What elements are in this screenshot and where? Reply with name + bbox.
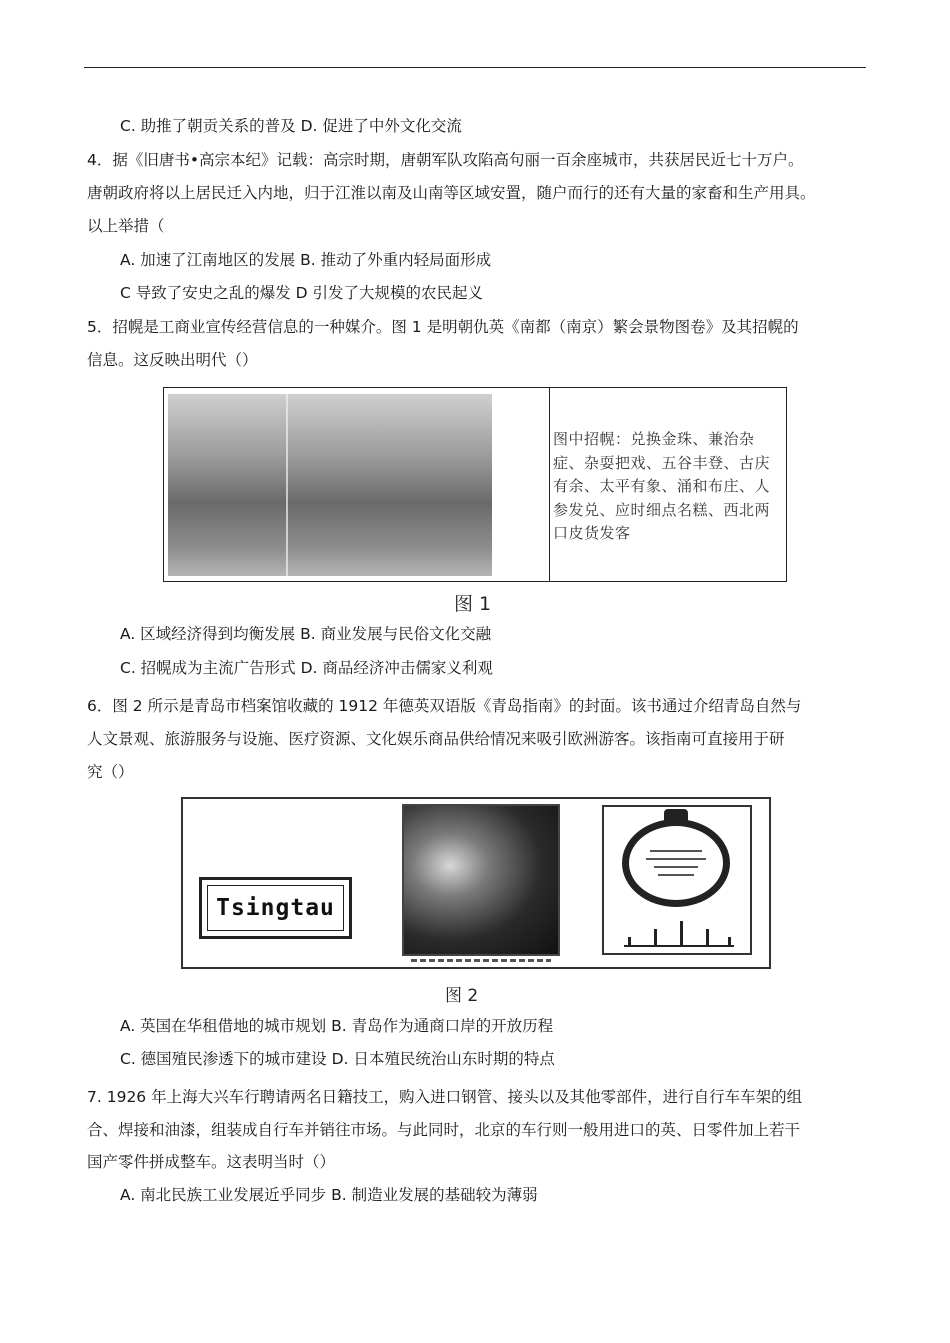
q6-options-ab: A. 英国在华租借地的城市规划 B. 青岛作为通商口岸的开放历程 [120,1017,554,1035]
q6-stem-line3: 究（） [87,763,134,781]
q4-stem-line1: 4．据《旧唐书•高宗本纪》记载：高宗时期，唐朝军队攻陷高句丽一百余座城市，共获居民近七十万户。 [87,151,804,169]
figure-2-caption: 图 2 [445,986,479,1006]
q5-stem-line2: 信息。这反映出明代（） [87,351,258,369]
q7-options-ab: A. 南北民族工业发展近乎同步 B. 制造业发展的基础较为薄弱 [120,1186,538,1204]
figure-1 [163,387,787,582]
wreath-emblem [602,805,752,955]
q6-stem-line2: 人文景观、旅游服务与设施、医疗资源、文化娱乐商品供给情况来吸引欧洲游客。该指南可直接用于研 [87,730,785,748]
q3-options-cd: C. 助推了朝贡关系的普及 D. 促进了中外文化交流 [120,117,462,135]
figure-2 [181,797,771,969]
painting-image [168,394,492,576]
q4-stem-line3: 以上举措（ [87,217,165,235]
landscape-photo [402,804,560,956]
figure-1-caption: 图 1 [454,593,492,615]
q5-stem-line1: 5．招幌是工商业宣传经营信息的一种媒介。图 1 是明朝仇英《南都（南京）繁会景物图卷》及其招幌的 [87,318,799,336]
q4-stem-line2: 唐朝政府将以上居民迁入内地，归于江淮以南及山南等区域安置，随户而行的还有大量的家畜和生产用具。 [87,184,816,202]
q6-stem-line1: 6．图 2 所示是青岛市档案馆收藏的 1912 年德英双语版《青岛指南》的封面。该书通过介绍青岛自然与 [87,697,802,715]
q5-options-ab: A. 区域经济得到均衡发展 B. 商业发展与民俗文化交融 [120,625,492,643]
q7-stem-line3: 国产零件拼成整车。这表明当时（） [87,1153,336,1171]
header-rule [84,67,866,68]
q7-stem-line2: 合、焊接和油漆，组装成自行车并销往市场。与此同时，北京的车行则一般用进口的英、日零件加上若干 [87,1121,801,1139]
tsingtau-sign: Tsingtau [199,877,352,939]
q6-options-cd: C. 德国殖民渗透下的城市建设 D. 日本殖民统治山东时期的特点 [120,1050,555,1068]
signboard-text: 图中招幌：兑换金珠、兼治杂症、杂耍把戏、五谷丰登、古庆有余、太平有象、涌和布庄、人参发兑、应时细点名糕、西北两口皮货发客 [553,430,771,542]
q7-stem-line1: 7. 1926 年上海大兴车行聘请两名日籍技工，购入进口钢管、接头以及其他零部件，进行自行车车架的组 [87,1088,803,1106]
q4-options-ab: A. 加速了江南地区的发展 B. 推动了外重内轻局面形成 [120,251,492,269]
q4-options-cd: C 导致了安史之乱的爆发 D 引发了大规模的农民起义 [120,284,484,302]
q5-options-cd: C. 招幌成为主流广告形式 D. 商品经济冲击儒家义利观 [120,659,493,677]
